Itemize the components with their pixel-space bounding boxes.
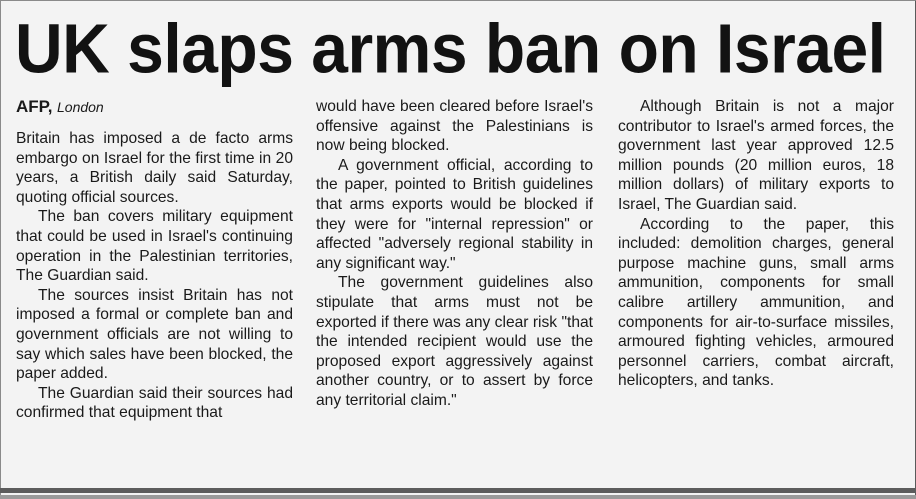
bottom-border	[0, 488, 916, 493]
paragraph: Britain has imposed a de facto arms embargo on Israel for the first time in 20 years, a British daily said Saturday, quoting official sources.	[16, 130, 293, 206]
article-column-3	[618, 97, 894, 391]
paragraph: would have been cleared before Israel's offensive against the Palestinians is now being blocked.	[316, 98, 593, 155]
paragraph: A government official, according to the paper, pointed to British guidelines that arms exports would be blocked if they were for "internal repression" or affected "adversely regional stability in any significant way."	[316, 156, 593, 272]
paragraph: The sources insist Britain has not imposed a formal or complete ban and government officials are not willing to say which sales have been blocked, the paper added.	[16, 286, 293, 383]
paragraph: Although Britain is not a major contributor to Israel's armed forces, the government last year approved 12.5 million pounds (20 million euros, 18 million dollars) of military exports to Israel, The Guardian said.	[618, 98, 894, 213]
headline: UK slaps arms ban on Israel	[15, 9, 886, 88]
article-column-2	[316, 97, 593, 411]
byline	[16, 97, 293, 117]
paragraph: According to the paper, this included: demolition charges, general purpose machine guns, small arms ammunition, components for small calibre artillery ammunition, and components for air-to-surface missiles, armoured fighting vehicles, armoured personnel carriers, combat aircraft, helicopters, and tanks.	[618, 215, 894, 390]
byline-location: London	[57, 99, 104, 115]
article-column-1	[16, 97, 293, 423]
paragraph: The Guardian said their sources had confirmed that equipment that	[16, 384, 293, 422]
paragraph: The government guidelines also stipulate that arms must not be exported if there was any clear risk "that the intended recipient would use the proposed export aggressively against another country, or to assert by force any territorial claim."	[316, 274, 593, 409]
bottom-border-shadow	[0, 495, 916, 499]
byline-agency: AFP,	[16, 97, 53, 116]
paragraph: The ban covers military equipment that could be used in Israel's continuing operation in the Palestinian territories, The Guardian said.	[16, 208, 293, 285]
